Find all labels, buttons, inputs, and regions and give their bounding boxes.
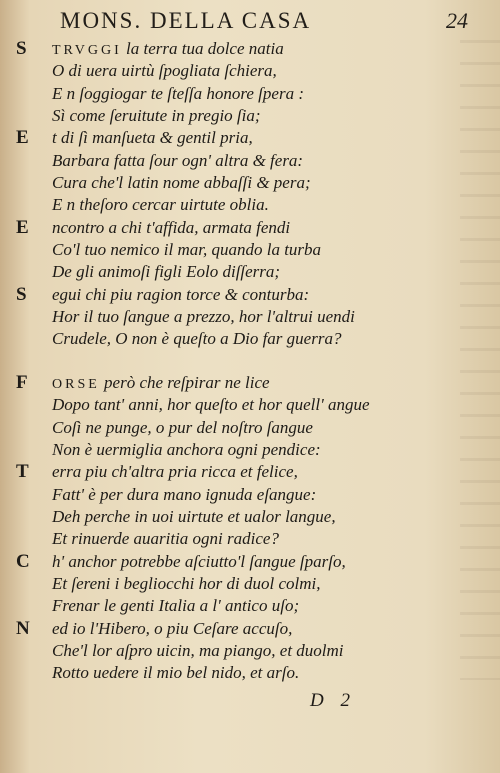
verse-text: Barbara fatta ſour ogn' altra & fera:	[52, 150, 304, 170]
verse-line	[16, 662, 490, 684]
verse-line	[16, 573, 490, 595]
verse-text: De gli animoſi figli Eolo diſſerra;	[52, 262, 281, 282]
verse-text: Non è uermiglia anchora ogni pendice:	[52, 440, 321, 460]
stanza-initial: S	[16, 38, 27, 59]
verse-text: O di uera uirtù ſpogliata ſchiera,	[52, 61, 277, 81]
verse-text: Co'l tuo nemico il mar, quando la turba	[52, 240, 322, 260]
verse-text: E n theſoro cercar uirtute oblia.	[52, 195, 269, 215]
small-caps-word: ORSE	[52, 377, 100, 392]
verse-text: Sì come ſeruitute in pregio ſia;	[52, 106, 261, 126]
verse-line	[16, 394, 490, 416]
verse-text: E n ſoggiogar te ſteſſa honore ſpera :	[52, 83, 304, 103]
page-header	[60, 8, 480, 34]
stanza-initial: F	[16, 372, 28, 393]
verse-text: Dopo tant' anni, hor queſto et hor quell' angue	[52, 395, 370, 415]
verse-line	[16, 60, 490, 82]
verse-text: Et rinuerde auaritia ogni radice?	[52, 529, 279, 549]
stanza-initial: S	[16, 283, 27, 305]
verse-line	[16, 439, 490, 461]
verse-text: però che reſpirar ne lice	[99, 373, 270, 392]
verse-line	[16, 618, 490, 640]
verse-line	[16, 461, 490, 483]
stanza-initial: E	[16, 127, 29, 149]
verse-line	[16, 261, 490, 283]
verse-text: la terra tua dolce natia	[121, 39, 284, 58]
verse-line	[16, 172, 490, 194]
verse-text: Rotto uedere il mio bel nido, et arſo.	[52, 663, 300, 683]
verse-text: ed io l'Hibero, o piu Ceſare accuſo,	[52, 618, 293, 638]
running-head: MONS. DELLA CASA	[60, 8, 312, 33]
verse-line	[16, 217, 490, 239]
verse-text: t di ſì manſueta & gentil pria,	[52, 128, 253, 148]
verse-line	[16, 551, 490, 573]
stanza-initial: N	[16, 617, 30, 639]
signature-mark: D 2	[310, 690, 356, 711]
verse-text: egui chi piu ragion torce & conturba:	[52, 284, 310, 304]
verse-text: Coſì ne punge, o pur del noſtro ſangue	[52, 417, 313, 437]
verse-line	[16, 105, 490, 127]
verse-text: Fatt' è per dura mano ignuda eſangue:	[52, 484, 317, 504]
stanza-initial: C	[16, 550, 30, 572]
verse-text: h' anchor potrebbe aſciutto'l ſangue ſparſo,	[52, 551, 346, 571]
page-number: 24	[446, 8, 468, 33]
verse-text: Hor il tuo ſangue a prezzo, hor l'altrui uendi	[52, 307, 355, 327]
verse-line	[16, 150, 490, 172]
verse-text: erra piu ch'altra pria ricca et felice,	[52, 462, 298, 482]
verse-text: Cura che'l latin nome abbaſſi & pera;	[52, 173, 311, 193]
verse-line	[16, 506, 490, 528]
verse-line	[16, 83, 490, 105]
verse-line	[16, 640, 490, 662]
verse-text: Deh perche in uoi uirtute et ualor langue,	[52, 507, 336, 527]
sonnet-2	[16, 372, 490, 685]
small-caps-word: TRVGGI	[52, 43, 122, 58]
verse-line	[16, 372, 490, 394]
verse-line	[16, 484, 490, 506]
verse-text: ncontro a chi t'affida, armata fendi	[52, 217, 291, 237]
verse-line	[16, 328, 490, 350]
verse-text: Che'l lor aſpro uicin, ma piango, et duolmi	[52, 641, 344, 661]
verse-text: Et ſereni i begliocchi hor di duol colmi,	[52, 574, 321, 594]
verse-line	[16, 528, 490, 550]
verse-line	[16, 306, 490, 328]
verse-text: Frenar le genti Italia a l' antico uſo;	[52, 596, 300, 616]
verse-line	[16, 284, 490, 306]
verse-text: Crudele, O non è queſto a Dio far guerra?	[52, 329, 342, 349]
stanza-initial: T	[16, 461, 29, 483]
verse-line	[16, 239, 490, 261]
verse-line	[16, 127, 490, 149]
stanza-initial: E	[16, 216, 29, 238]
verse-line	[16, 417, 490, 439]
verse-line	[16, 194, 490, 216]
verse-line	[16, 38, 490, 60]
sonnet-1	[16, 38, 490, 351]
verse-line	[16, 595, 490, 617]
